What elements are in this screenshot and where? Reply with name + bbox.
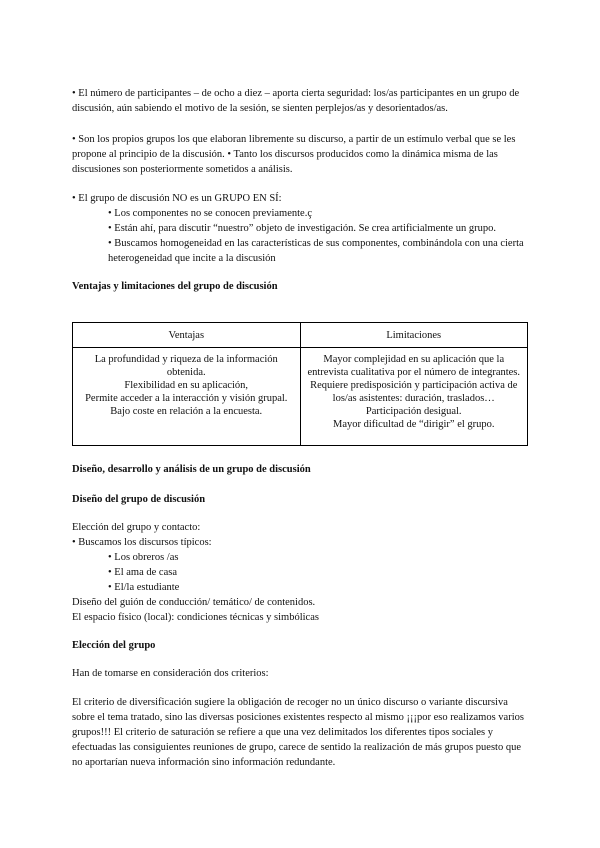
table-header-ventajas: Ventajas	[73, 323, 301, 348]
ventaja-item: Permite acceder a la interacción y visión grupal.	[85, 393, 288, 404]
list-item: • El/la estudiante	[108, 582, 180, 593]
paragraph-text: • Son los propios grupos los que elaboran libremente su discurso, a partir de un estímulo verbal que se les propone al principio de la discusión. • Tanto los discursos producidos como la dinámica misma de las discusiones son posteriormente sometidos a análisis.	[72, 134, 516, 175]
list-item: • Los obreros /as	[108, 552, 179, 563]
discursos-list	[72, 550, 530, 595]
ventajas-cell	[73, 348, 301, 446]
list-item: • El ama de casa	[108, 567, 177, 578]
paragraph-text: Han de tomarse en consideración dos criterios:	[72, 668, 269, 679]
eleccion-intro	[72, 666, 530, 681]
ventajas-limitaciones-table	[72, 322, 528, 446]
diseno-line: Elección del grupo y contacto:	[72, 522, 201, 533]
section-subheading-diseno-grupo: Diseño del grupo de discusión	[72, 494, 206, 505]
table-header-limitaciones: Limitaciones	[300, 323, 528, 348]
paragraph-text: • El número de participantes – de ocho a diez – aporta cierta seguridad: los/as participantes en un grupo de discusión, aún sabiendo el motivo de la sesión, se sienten perplejos/as y desorientados/as.	[72, 88, 520, 114]
section-heading-eleccion: Elección del grupo	[72, 640, 156, 651]
paragraph-participants	[72, 86, 530, 116]
diseno-line: • Buscamos los discursos típicos:	[72, 537, 212, 548]
section-heading-diseno: Diseño, desarrollo y análisis de un grupo de discusión	[72, 464, 311, 475]
limitacion-item: Mayor dificultad de “dirigir” el grupo.	[332, 419, 495, 430]
limitacion-item: Requiere predisposición y participación activa de los/as asistentes: duración, traslados…	[310, 380, 518, 404]
diseno-line: El espacio físico (local): condiciones técnicas y simbólicas	[72, 612, 319, 623]
ventaja-item: Bajo coste en relación a la encuesta.	[110, 406, 263, 417]
paragraph-text: El criterio de diversificación sugiere la obligación de recoger no un único discurso o variante discursiva sobre el tema tratado, sino las diversas posiciones existentes respecto al mismo ¡¡¡por eso realizamos varios grupos!!! El criterio de saturación se refiere a que una vez delimitados los diferentes tipos sociales y efectuadas las consiguientes reuniones de grupo, carece de sentido la realización de más grupos puesto que no aportarían nueva información sino información redundante.	[72, 697, 524, 768]
ventaja-item: Flexibilidad en su aplicación,	[124, 380, 249, 391]
list-item: • Buscamos homogeneidad en las características de sus componentes, combinándola con una cierta heterogeneidad que incite a la discusión	[108, 238, 524, 264]
section-heading-ventajas: Ventajas y limitaciones del grupo de discusión	[72, 281, 278, 292]
limitaciones-cell	[300, 348, 528, 446]
paragraph-discourse	[72, 132, 530, 177]
paragraph-not-group	[72, 191, 530, 266]
paragraph-text: • El grupo de discusión NO es un GRUPO EN SÍ:	[72, 193, 282, 204]
diseno-line: Diseño del guión de conducción/ temático/ de contenidos.	[72, 597, 316, 608]
ventaja-item: La profundidad y riqueza de la información obtenida.	[94, 354, 278, 378]
diseno-content	[72, 520, 530, 625]
eleccion-body	[72, 695, 530, 770]
list-item: • Los componentes no se conocen previamente.ç	[108, 208, 312, 219]
list-item: • Están ahí, para discutir “nuestro” objeto de investigación. Se crea artificialmente un grupo.	[108, 223, 496, 234]
limitacion-item: Mayor complejidad en su aplicación que la entrevista cualitativa por el número de integrantes.	[307, 354, 521, 378]
not-group-list	[72, 206, 530, 266]
limitacion-item: Participación desigual.	[365, 406, 462, 417]
